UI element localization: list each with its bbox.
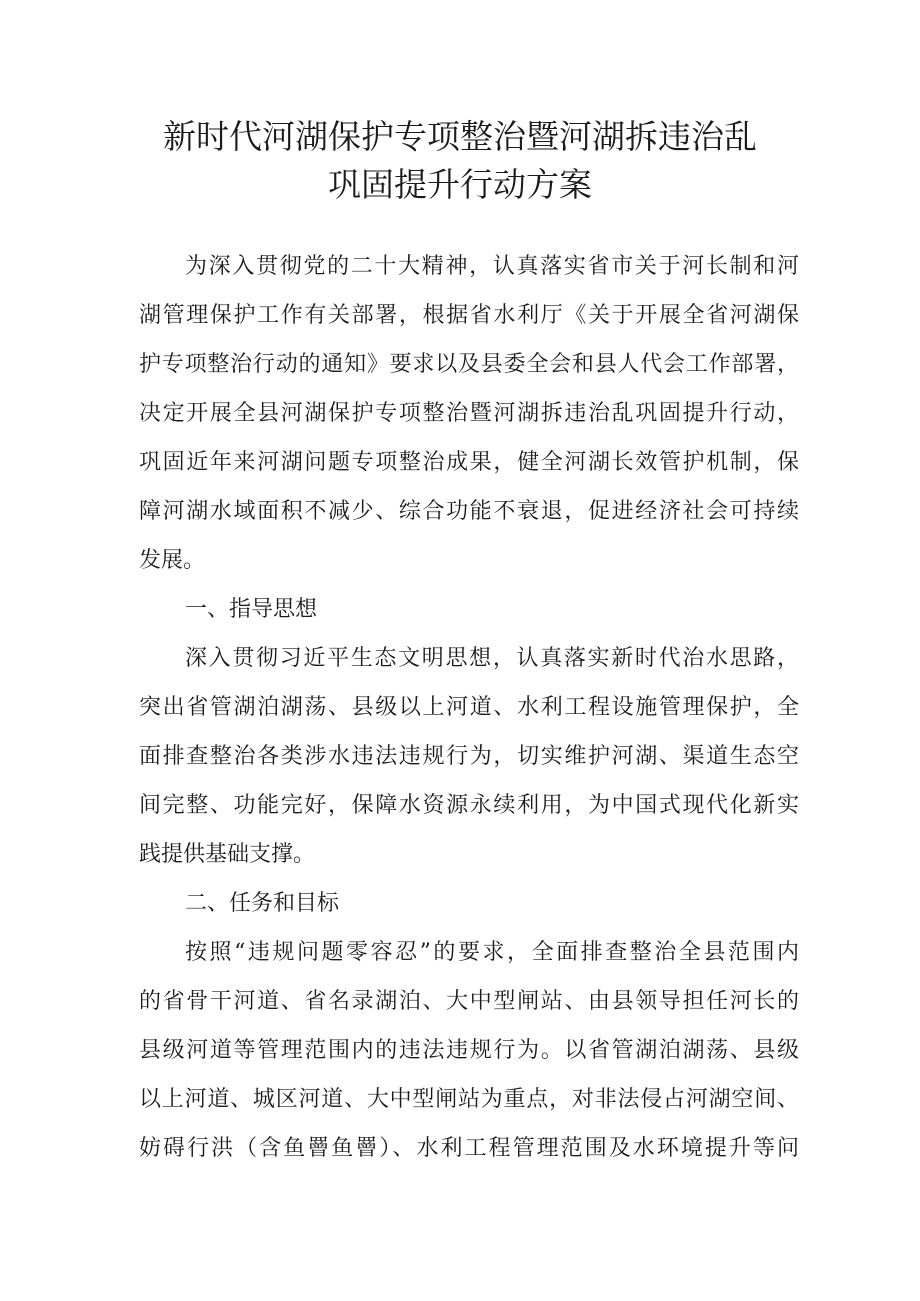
body-line: 障河湖水域面积不减少、综合功能不衰退，促进经济社会可持续 [139, 499, 799, 524]
body-line: 突出省管湖泊湖荡、县级以上河道、水利工程设施管理保护，全 [139, 695, 799, 720]
body-line: 深入贯彻习近平生态文明思想，认真落实新时代治水思路， [185, 646, 799, 671]
body-line: 以上河道、城区河道、大中型闸站为重点，对非法侵占河湖空间、 [139, 1087, 799, 1112]
body-line: 面排查整治各类涉水违法违规行为，切实维护河湖、渠道生态空 [139, 744, 799, 769]
body-line: 湖管理保护工作有关部署，根据省水利厅《关于开展全省河湖保 [139, 303, 799, 328]
document-title-line-1: 新时代河湖保护专项整治暨河湖拆违治乱 [163, 117, 757, 156]
body-line: 决定开展全县河湖保护专项整治暨河湖拆违治乱巩固提升行动， [139, 401, 799, 426]
document-title-line-2: 巩固提升行动方案 [328, 165, 592, 204]
body-line: 巩固近年来河湖问题专项整治成果，健全河湖长效管护机制，保 [139, 450, 799, 475]
body-line: 护专项整治行动的通知》要求以及县委全会和县人代会工作部署， [139, 352, 799, 377]
body-line: 的省骨干河道、省名录湖泊、大中型闸站、由县领导担任河长的 [139, 989, 799, 1014]
body-line: 县级河道等管理范围内的违法违规行为。以省管湖泊湖荡、县级 [139, 1038, 799, 1063]
body-line: 一、指导思想 [185, 597, 318, 622]
body-line: 践提供基础支撑。 [139, 842, 316, 867]
body-line: 间完整、功能完好，保障水资源永续利用，为中国式现代化新实 [139, 793, 799, 818]
body-line: 发展。 [139, 548, 206, 573]
body-line: 妨碍行洪（含鱼罾鱼罾）、水利工程管理范围及水环境提升等问 [139, 1136, 799, 1161]
body-line: 二、任务和目标 [185, 891, 340, 916]
body-line: 为深入贯彻党的二十大精神，认真落实省市关于河长制和河 [185, 254, 799, 279]
body-line: 按照“违规问题零容忍”的要求，全面排查整治全县范围内 [185, 940, 799, 965]
